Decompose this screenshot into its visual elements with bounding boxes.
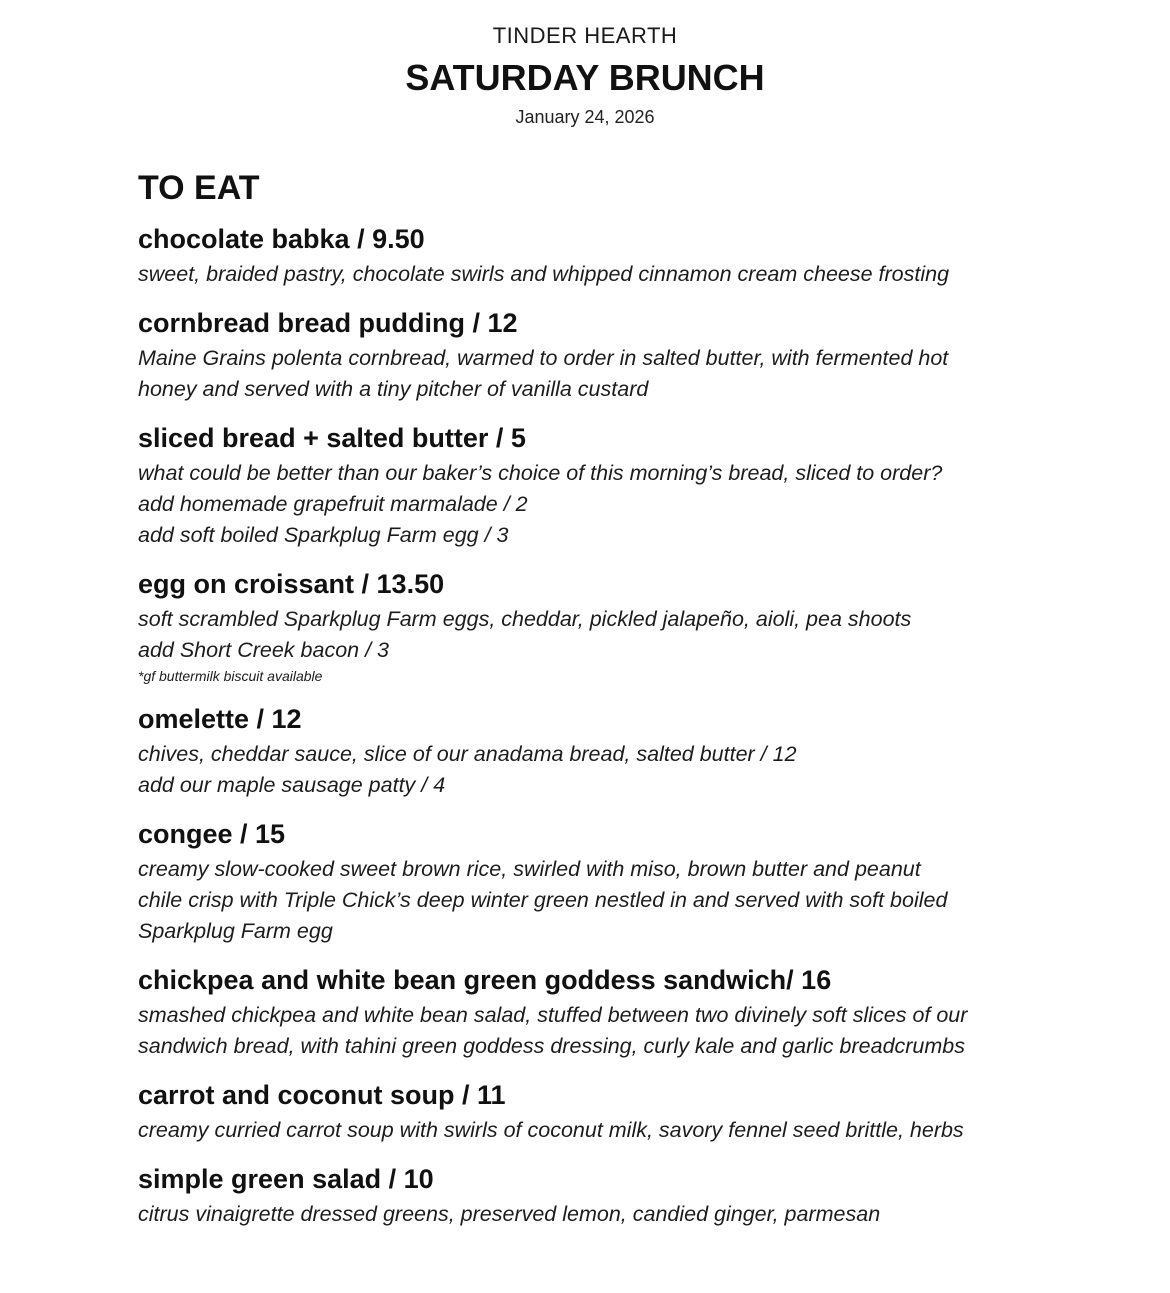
menu-item-description: Sparkplug Farm egg: [138, 919, 333, 943]
menu-section: [138, 166, 1058, 1246]
menu-item-simple-green-salad: [138, 1162, 1058, 1230]
menu-title: SATURDAY BRUNCH: [405, 57, 765, 98]
menu-date: January 24, 2026: [515, 107, 655, 127]
menu-item-title: congee / 15: [138, 819, 286, 849]
menu-item-addon: add soft boiled Sparkplug Farm egg / 3: [138, 523, 509, 547]
menu-item-description: chile crisp with Triple Chick’s deep winter green nestled in and served with soft boiled: [138, 888, 948, 912]
menu-item-cornbread-bread-pudding: [138, 306, 1058, 405]
menu-item-congee: [138, 817, 1058, 947]
menu-item-addon: add homemade grapefruit marmalade / 2: [138, 492, 528, 516]
menu-item-description: creamy curried carrot soup with swirls of coconut milk, savory fennel seed brittle, herbs: [138, 1118, 964, 1142]
menu-item-addon: add our maple sausage patty / 4: [138, 773, 446, 797]
menu-item-description: honey and served with a tiny pitcher of vanilla custard: [138, 377, 649, 401]
menu-item-description: chives, cheddar sauce, slice of our anadama bread, salted butter / 12: [138, 742, 797, 766]
menu-item-title: carrot and coconut soup / 11: [138, 1080, 506, 1110]
menu-item-sliced-bread: [138, 421, 1058, 551]
menu-item-description: creamy slow-cooked sweet brown rice, swirled with miso, brown butter and peanut: [138, 857, 921, 881]
menu-item-description: citrus vinaigrette dressed greens, preserved lemon, candied ginger, parmesan: [138, 1202, 881, 1226]
menu-item-description: Maine Grains polenta cornbread, warmed to order in salted butter, with fermented hot: [138, 346, 949, 370]
menu-item-description: soft scrambled Sparkplug Farm eggs, cheddar, pickled jalapeño, aioli, pea shoots: [138, 607, 912, 631]
menu-item-egg-on-croissant: [138, 567, 1058, 686]
menu-header: [0, 22, 1170, 129]
menu-item-title: chocolate babka / 9.50: [138, 224, 425, 254]
restaurant-name: TINDER HEARTH: [492, 23, 678, 48]
menu-item-green-goddess-sandwich: [138, 963, 1058, 1062]
menu-item-carrot-coconut-soup: [138, 1078, 1058, 1146]
menu-item-description: sandwich bread, with tahini green goddess dressing, curly kale and garlic breadcrumbs: [138, 1034, 966, 1058]
menu-item-chocolate-babka: [138, 222, 1058, 290]
menu-item-title: simple green salad / 10: [138, 1164, 434, 1194]
menu-item-title: egg on croissant / 13.50: [138, 569, 445, 599]
menu-item-title: sliced bread + salted butter / 5: [138, 423, 526, 453]
menu-item-title: omelette / 12: [138, 704, 302, 734]
section-title: TO EAT: [138, 169, 260, 207]
menu-item-title: cornbread bread pudding / 12: [138, 308, 518, 338]
menu-item-addon: add Short Creek bacon / 3: [138, 638, 389, 662]
menu-item-footnote: *gf buttermilk biscuit available: [138, 668, 323, 684]
menu-item-description: sweet, braided pastry, chocolate swirls and whipped cinnamon cream cheese frosting: [138, 262, 950, 286]
menu-item-title: chickpea and white bean green goddess sandwich/ 16: [138, 965, 832, 995]
menu-item-omelette: [138, 702, 1058, 801]
menu-item-description: smashed chickpea and white bean salad, stuffed between two divinely soft slices of our: [138, 1003, 968, 1027]
menu-item-description: what could be better than our baker’s choice of this morning’s bread, sliced to order?: [138, 461, 943, 485]
